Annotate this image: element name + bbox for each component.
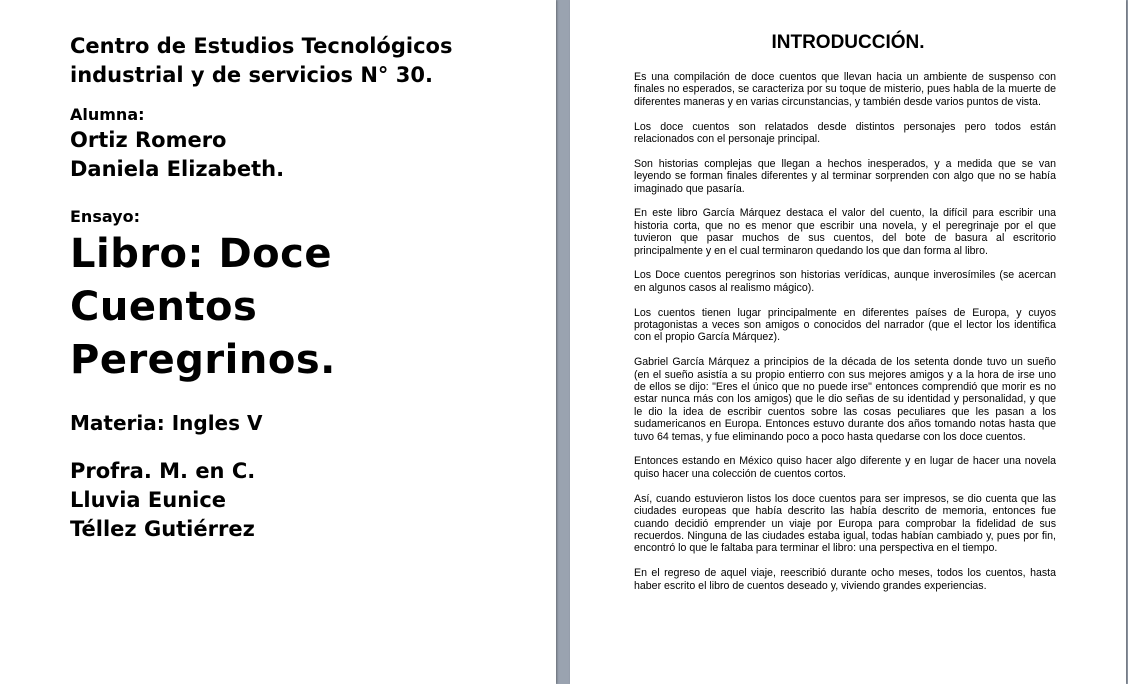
intro-paragraph: Los doce cuentos son relatados desde distintos personajes pero todos están relacionados con el personaje principal. [634, 120, 1056, 146]
intro-paragraph: Los cuentos tienen lugar principalmente en diferentes países de Europa, y cuyos protagonistas a veces son amigos o conocidos del narrador (que el lector los identifica con el propio García Márquez). [634, 306, 1056, 344]
teacher-line2: Lluvia Eunice [70, 488, 227, 512]
intro-paragraph: En el regreso de aquel viaje, reescribió durante ocho meses, todos los cuentos, hasta haber escrito el libro de cuentos deseado y, viviendo grandes experiencias. [634, 567, 1056, 592]
intro-paragraph: Entonces estando en México quiso hacer algo diferente y en lugar de hacer una novela quiso hacer una colección de cuentos cortos. [634, 455, 1056, 480]
teacher-line1: Profra. M. en C. [70, 459, 256, 483]
book-title-line1: Libro: Doce [70, 231, 332, 277]
student-name-line1: Ortiz Romero [70, 128, 227, 152]
student-label: Alumna: [70, 105, 145, 124]
subject: Materia: Ingles V [70, 411, 263, 435]
student-name-line2: Daniela Elizabeth. [70, 157, 285, 181]
intro-paragraph: Gabriel García Márquez a principios de la década de los setenta donde tuvo un sueño (en el sueño asistía a su propio entierro con sus mejores amigos y a la hora de irse uno de ellos se dijo: "Eres el único que no puede irse" entonces comprendió que morir es no estar nunca más con los amigos) que le dio señas de su identidad y personalidad, y que le dio la idea de escribir cuentos sobre las cosas peculiares que les pasan a los sudamericanos en Europa. Entonces estuvo durante dos años tomando notas hasta que tuvo 64 temas, y fue eliminando poco a poco hasta quedarse con los doce cuentos. [634, 356, 1056, 443]
essay-label: Ensayo: [70, 207, 140, 226]
introduction-page [570, 0, 1126, 684]
cover-content [70, 32, 540, 544]
teacher-line3: Téllez Gutiérrez [70, 517, 255, 541]
cover-page [0, 0, 556, 684]
intro-title: INTRODUCCIÓN. [771, 32, 925, 53]
intro-body [634, 71, 1056, 604]
intro-paragraph: En este libro García Márquez destaca el valor del cuento, la difícil para escribir una historia corta, que no es menor que escribir una novela, y el peregrinaje por el que tuvieron que pasar muchos de sus cuentos, del bote de basura al escritorio principalmente y en el cual terminaron quedando los que dan forma al libro. [634, 207, 1056, 257]
intro-paragraph: Así, cuando estuvieron listos los doce cuentos para ser impresos, se dio cuenta que las ciudades europeas que había descrito las había descrito de memoria, entonces fue cuando decidió emprender un viaje por Europa para comprobar la fidelidad de sus recuerdos. Ninguna de las ciudades estaba igual, todas habían cambiado y, pues por fin, encontró lo que le faltaba para terminar el libro: una perspectiva en el tiempo. [634, 492, 1056, 555]
intro-paragraph: Son historias complejas que llegan a hechos inesperados, y a medida que se van leyendo se forman finales diferentes y al terminar sorprenden con algo que no se había imaginado que pasaría. [634, 157, 1056, 195]
book-title-line3: Peregrinos. [70, 337, 336, 383]
book-title-line2: Cuentos [70, 284, 258, 330]
intro-paragraph: Es una compilación de doce cuentos que llevan hacia un ambiente de suspenso con finales no esperados, se caracteriza por su toque de misterio, pues habla de la muerte de diferentes maneras y en varias circunstancias, y también desde varios puntos de vista. [634, 71, 1056, 108]
school-name: Centro de Estudios Tecnológicos industrial y de servicios N° 30. [70, 34, 453, 87]
intro-paragraph: Los Doce cuentos peregrinos son historias verídicas, aunque inverosímiles (se acercan en algunos casos al realismo mágico). [634, 269, 1056, 294]
